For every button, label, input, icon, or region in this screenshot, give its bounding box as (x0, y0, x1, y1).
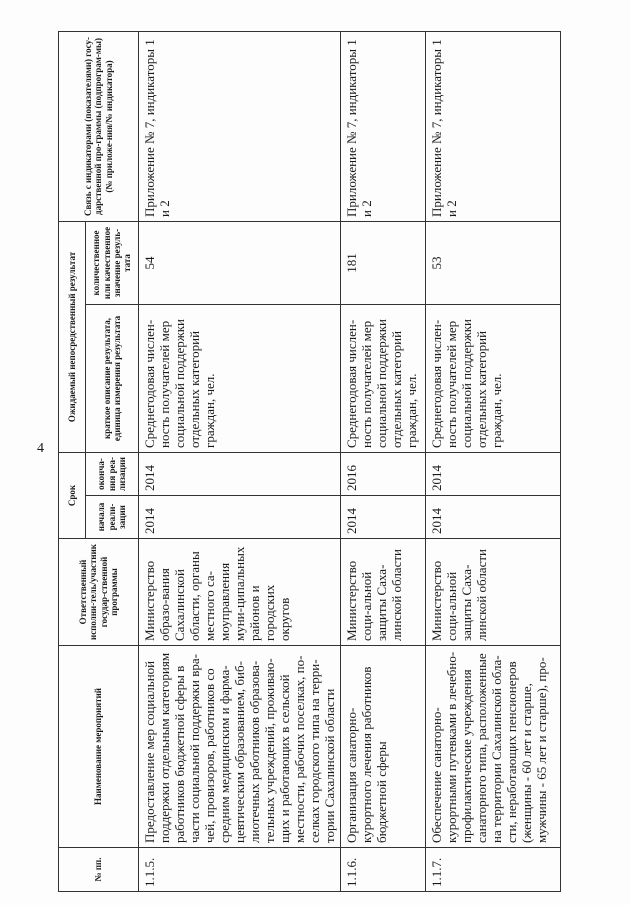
cell-start: 2014 (139, 496, 341, 539)
cell-name: Организация санаторно-курортного лечения работников бюджетной сферы (341, 646, 426, 848)
header-indicators: Связь с индикаторами (показателями) госу-дарственной про-граммы (подпрограм-мы) (№ приложе-ния/№ индикатора) (59, 31, 139, 221)
cell-indicator: Приложение № 7, индикаторы 1 и 2 (139, 31, 341, 221)
header-term-start: начала реали-зации (86, 496, 139, 539)
cell-start: 2014 (341, 496, 426, 539)
cell-indicator: Приложение № 7, индикаторы 1 и 2 (426, 31, 561, 221)
rotated-table-wrapper (58, 32, 578, 892)
cell-desc: Среднегодовая числен-ность получателей мер социальной поддержки отдельных категорий граждан, чел. (341, 304, 426, 452)
cell-end: 2014 (426, 452, 561, 495)
cell-value: 54 (139, 221, 341, 304)
page-number: 4 (37, 441, 44, 456)
header-term-end: оконча-ния реа-лизации (86, 452, 139, 495)
measures-table (58, 31, 561, 892)
cell-name: Предоставление мер социальной поддержки отдельным категориям работников бюджетной сферы в части социальной поддержки вра-чей, провизоров, работников со средним медицинским и фарма-цевтическим образованием, биб-лиотечных работников образова-тельных учреждений, проживаю-щих и работающих в сельской местности, рабочих поселках, по-селках городского типа на терри-тории Сахалинской области (139, 646, 341, 848)
header-name: Наименование мероприятий (59, 646, 139, 848)
header-term: Срок (59, 452, 86, 538)
cell-start: 2014 (426, 496, 561, 539)
cell-num: 1.1.7. (426, 848, 561, 892)
header-result-value: количественное или качественное значение резуль-тата (86, 221, 139, 304)
cell-value: 181 (341, 221, 426, 304)
header-expected-result: Ожидаемый непосредственный результат (59, 221, 86, 452)
header-responsible: Ответственный исполни-тель/участник государ-ственной программы (59, 539, 139, 646)
header-row-1 (59, 31, 86, 891)
cell-end: 2016 (341, 452, 426, 495)
cell-num: 1.1.6. (341, 848, 426, 892)
table-row (341, 31, 426, 891)
cell-responsible: Министерство соци-альной защиты Саха-линской области (341, 539, 426, 646)
table-row (426, 31, 561, 891)
cell-desc: Среднегодовая числен-ность получателей мер социальной поддержки отдельных категорий граждан, чел. (139, 304, 341, 452)
cell-responsible: Министерство соци-альной защиты Саха-линской области (426, 539, 561, 646)
cell-responsible: Министерство образо-вания Сахалинской области, органы местного са-моуправления муни-ципальных районов и городских округов (139, 539, 341, 646)
cell-indicator: Приложение № 7, индикаторы 1 и 2 (341, 31, 426, 221)
cell-value: 53 (426, 221, 561, 304)
header-result-desc: краткое описание результата, единица измерения результата (86, 304, 139, 452)
cell-end: 2014 (139, 452, 341, 495)
cell-desc: Среднегодовая числен-ность получателей мер социальной поддержки отдельных категорий граждан, чел. (426, 304, 561, 452)
cell-name: Обеспечение санаторно-курортными путевками в лечебно-профилактические учреждения санаторного типа, расположенные на территории Сахалинской обла-сти, неработающих пенсионеров (женщины - 60 лет и старше, мужчины - 65 лет и старше), про- (426, 646, 561, 848)
table-row (139, 31, 341, 891)
header-num: № пп. (59, 848, 139, 892)
cell-num: 1.1.5. (139, 848, 341, 892)
